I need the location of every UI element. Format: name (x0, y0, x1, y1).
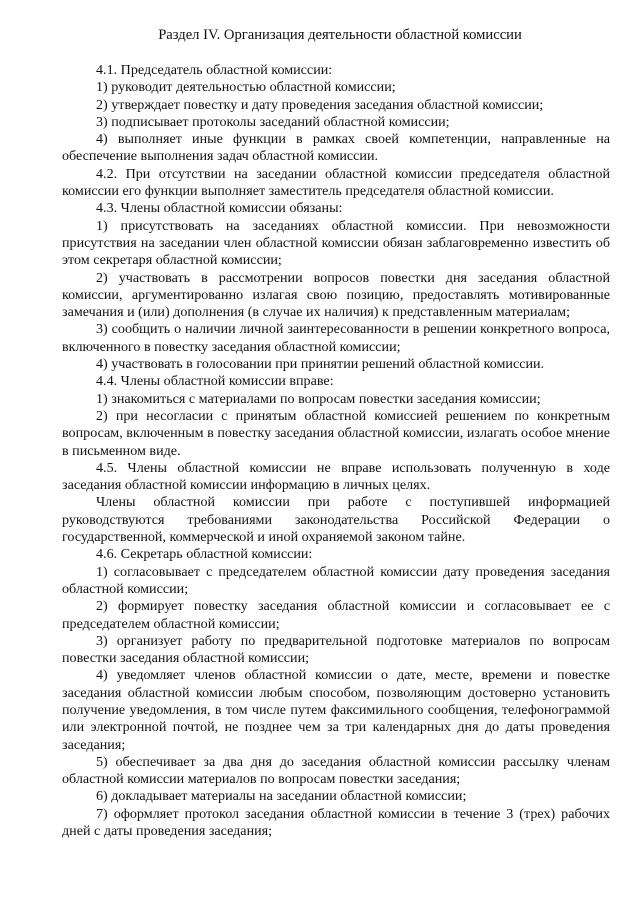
paragraph: 4.4. Члены областной комиссии вправе: (96, 373, 334, 390)
paragraph: 4.3. Члены областной комиссии обязаны: (96, 200, 343, 217)
document-body (62, 62, 610, 840)
section-title: Раздел IV. Организация деятельности областной комиссии (158, 27, 522, 43)
paragraph: 1) знакомиться с материалами по вопросам повестки заседания комиссии; (96, 390, 541, 407)
paragraph: 5) обеспечивает за два дня до заседания областной комиссии рассылку членам областной комиссии материалов по вопросам повестки заседания; (62, 753, 610, 788)
paragraph: 1) руководит деятельностью областной комиссии; (96, 79, 396, 96)
paragraph: 7) оформляет протокол заседания областной комиссии в течение 3 (трех) рабочих дней с даты проведения заседания; (62, 805, 610, 840)
paragraph: 4.5. Члены областной комиссии не вправе использовать полученную в ходе заседания областной комиссии информацию в личных целях. (62, 459, 610, 494)
paragraph: 4) участвовать в голосовании при принятии решений областной комиссии. (96, 356, 545, 373)
paragraph: 3) сообщить о наличии личной заинтересованности в решении конкретного вопроса, включенного в повестку заседания областной комиссии; (62, 321, 610, 355)
paragraph: 4.2. При отсутствии на заседании областной комиссии председателя областной комиссии его функции выполняет заместитель председателя областной комиссии. (62, 165, 610, 200)
paragraph: 4) уведомляет членов областной комиссии о дате, месте, времени и повестке заседания областной комиссии любым способом, позволяющим достоверно установить получение уведомления, в том числе путем факсимильного сообщения, телефонограммой или электронной почтой, не позднее чем за три календарных дня до даты проведения заседания; (62, 667, 610, 753)
paragraph: Члены областной комиссии при работе с поступившей информацией руководствуются требованиями законодательства Российской Федерации о государственной, коммерческой и иной охраняемой законом тайне. (62, 494, 610, 546)
paragraph: 4) выполняет иные функции в рамках своей компетенции, направленные на обеспечение выполнения задач областной комиссии. (62, 131, 610, 165)
paragraph: 2) утверждает повестку и дату проведения заседания областной комиссии; (96, 96, 544, 113)
paragraph: 3) подписывает протоколы заседаний областной комиссии; (96, 113, 450, 130)
paragraph: 6) докладывает материалы на заседании областной комиссии; (96, 788, 467, 805)
paragraph: 2) при несогласии с принятым областной комиссией решением по конкретным вопросам, включенным в повестку заседания областной комиссии, излагать особое мнение в письменном виде. (62, 407, 610, 459)
paragraph: 1) присутствовать на заседаниях областной комиссии. При невозможности присутствия на заседании член областной комиссии обязан заблаговременно известить об этом секретаря областной комиссии; (62, 217, 610, 269)
paragraph: 3) организует работу по предварительной подготовке материалов по вопросам повестки заседания областной комиссии; (62, 632, 610, 667)
paragraph: 4.6. Секретарь областной комиссии: (96, 546, 313, 563)
paragraph: 2) формирует повестку заседания областной комиссии и согласовывает ее с председателем областной комиссии; (62, 598, 610, 632)
paragraph: 2) участвовать в рассмотрении вопросов повестки дня заседания областной комиссии, аргументированно излагая свою позицию, предоставлять мотивированные замечания и (или) дополнения (в случае их наличия) к представленным материалам; (62, 269, 610, 321)
paragraph: 1) согласовывает с председателем областной комиссии дату проведения заседания областной комиссии; (62, 563, 610, 597)
paragraph: 4.1. Председатель областной комиссии: (96, 62, 333, 78)
